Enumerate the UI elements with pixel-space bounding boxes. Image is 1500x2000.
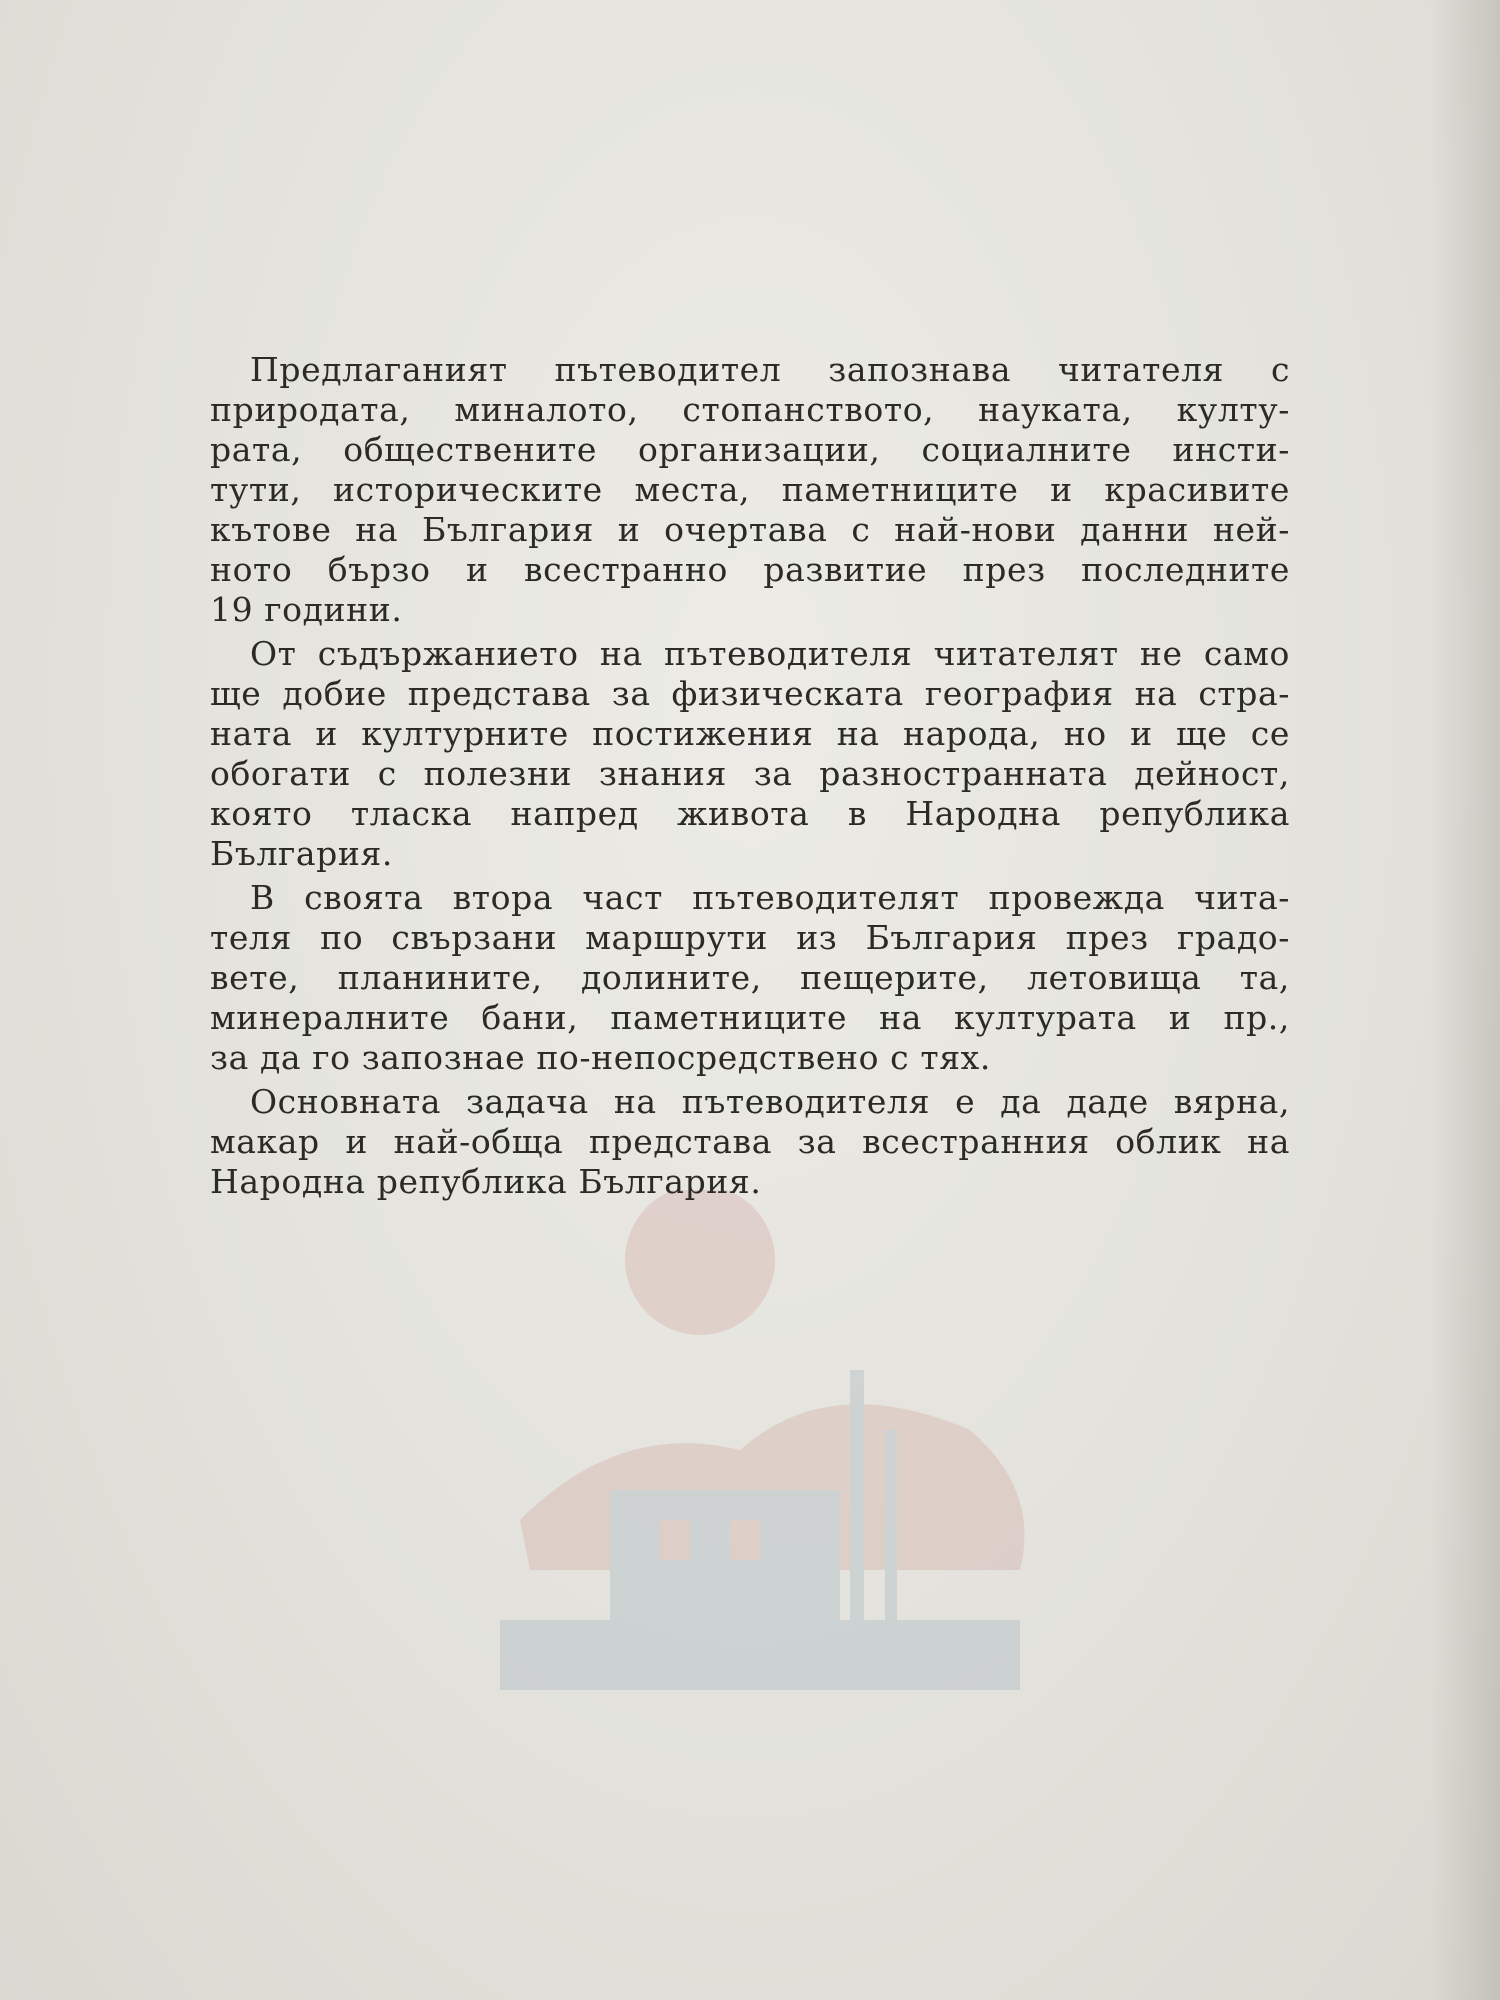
text-line: кътове на България и очертава с най-нови данни ней-	[210, 510, 1291, 549]
text-line: вете, планините, долините, пещерите, летовища та,	[210, 958, 1291, 997]
text-line: минералните бани, паметниците на културата и пр.,	[210, 998, 1290, 1037]
building-shape	[610, 1490, 840, 1630]
faded-illustration	[500, 1190, 1060, 1710]
chimney-shape	[850, 1370, 864, 1630]
text-line: Основната задача на пътеводителя е да даде вярна,	[250, 1082, 1291, 1121]
page-edge-shadow	[1430, 0, 1500, 2000]
chimney-shape-2	[885, 1430, 897, 1630]
text-line: 19 години.	[210, 590, 403, 629]
body-text	[210, 350, 1290, 1206]
window-shape	[660, 1520, 690, 1560]
sun-shape	[625, 1190, 775, 1335]
text-line: теля по свързани маршрути из България през градо-	[210, 918, 1290, 957]
text-line: ното бързо и всестранно развитие през последните	[210, 550, 1291, 589]
paragraph-3	[210, 878, 1290, 1078]
text-line: От съдържанието на пътеводителя читателят не само	[250, 634, 1290, 673]
text-line: обогати с полезни знания за разностранната дейност,	[210, 754, 1290, 793]
text-line: рата, обществените организации, социалните инсти-	[210, 430, 1290, 469]
paragraph-1	[210, 350, 1290, 630]
ground-shape	[500, 1620, 1020, 1690]
text-line: макар и най-обща представа за всестранния облик на	[210, 1122, 1291, 1161]
text-line: ще добие представа за физическата география на стра-	[210, 674, 1291, 713]
text-line: която тласка напред живота в Народна република	[210, 794, 1290, 833]
text-line: Предлаганият пътеводител запознава читателя с	[250, 350, 1291, 389]
text-line: В своята втора част пътеводителят провежда чита-	[250, 878, 1291, 917]
paragraph-4	[210, 1082, 1290, 1202]
text-line: България.	[210, 834, 394, 873]
text-line: за да го запознае по-непосредствено с тях.	[210, 1038, 991, 1077]
paragraph-2	[210, 634, 1290, 874]
text-line: ната и културните постижения на народа, но и ще се	[210, 714, 1290, 753]
text-line: Народна република България.	[210, 1162, 762, 1201]
window-shape-2	[730, 1520, 760, 1560]
text-line: природата, миналото, стопанството, науката, култу-	[210, 390, 1291, 429]
text-line: тути, историческите места, паметниците и красивите	[210, 470, 1291, 509]
